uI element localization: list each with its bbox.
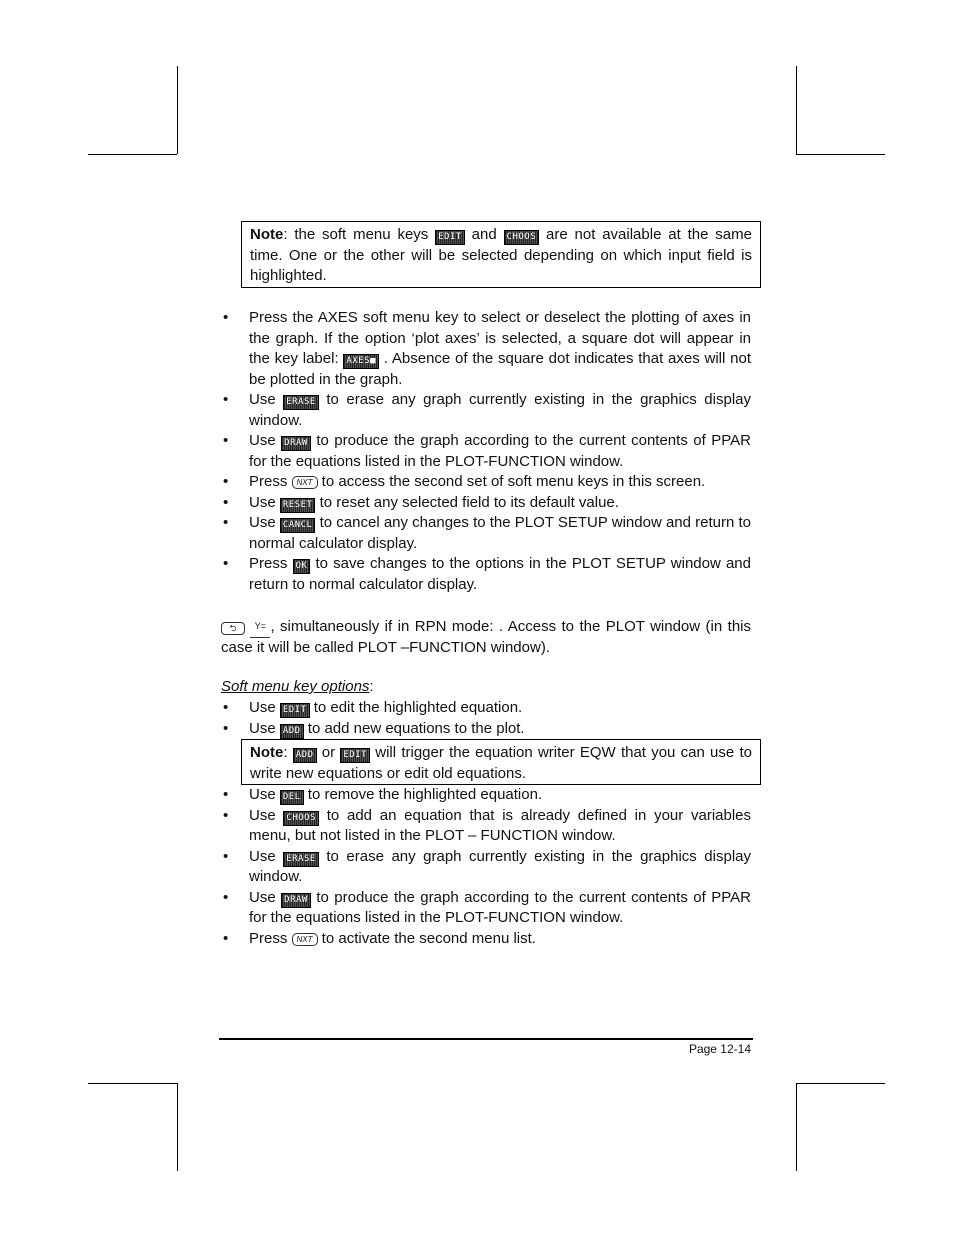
note-label: Note: [250, 744, 284, 761]
cancl-softkey-icon: CANCL: [280, 518, 316, 533]
edit-softkey-icon: EDIT: [280, 703, 310, 718]
note-box: [241, 221, 761, 288]
nxt-key-icon: NXT: [292, 476, 318, 489]
list-item: • Press NXT to access the second set of soft menu keys in this screen.: [223, 473, 706, 490]
bullet-list: [221, 785, 751, 949]
crop-mark: [796, 66, 797, 154]
crop-mark: [177, 1083, 178, 1171]
y-equals-key-icon: Y=: [250, 616, 270, 638]
list-item: • Press the AXES soft menu key to select or deselect the plotting of axes in the graph. If the option ‘plot axes’ is selected, a square dot will appear in the key label: AXES■ . Absence of the square dot indicates that axes will not be plotted in the graph.: [223, 309, 751, 388]
choos-softkey-icon: CHOOS: [504, 230, 540, 245]
erase-softkey-icon: ERASE: [283, 395, 319, 410]
draw-softkey-icon: DRAW: [281, 436, 311, 451]
crop-mark: [796, 1083, 797, 1171]
list-item: • Press NXT to activate the second menu list.: [223, 929, 536, 947]
list-item: • Use DRAW to produce the graph according to the current contents of PPAR for the equations listed in the PLOT-FUNCTION window.: [223, 432, 752, 470]
note-text: :: [283, 744, 293, 761]
crop-mark: [88, 154, 177, 155]
note-text: will trigger the equation writer EQW that you can use to write new equations or edit old equations.: [250, 744, 752, 782]
note-box: [241, 739, 761, 785]
list-item: • Use CHOOS to add an equation that is already defined in your variables menu, but not listed in the PLOT – FUNCTION window.: [223, 806, 752, 844]
draw-softkey-icon: DRAW: [281, 893, 311, 908]
edit-softkey-icon: EDIT: [435, 230, 465, 245]
ok-softkey-icon: OK: [293, 559, 311, 574]
crop-mark: [177, 66, 178, 154]
note-text: : the soft menu keys: [283, 226, 436, 243]
bullet-list: [221, 698, 751, 739]
note-label: Note: [250, 226, 284, 243]
bullet-list: [221, 308, 751, 595]
crop-mark: [88, 1083, 177, 1084]
list-item: • Use CANCL to cancel any changes to the PLOT SETUP window and return to normal calculator display.: [223, 514, 752, 552]
reset-softkey-icon: RESET: [280, 498, 316, 513]
keystroke-paragraph: [221, 616, 751, 658]
list-item: • Use ADD to add new equations to the plot.: [223, 719, 525, 737]
left-shift-key-icon: ⮌: [221, 622, 245, 635]
del-softkey-icon: DEL: [280, 790, 304, 805]
axes-softkey-icon: AXES■: [343, 354, 379, 369]
note-text: and: [464, 226, 504, 243]
list-item: • Use DEL to remove the highlighted equation.: [223, 786, 543, 803]
crop-mark: [796, 1083, 885, 1084]
erase-softkey-icon: ERASE: [283, 852, 319, 867]
note-text: or: [316, 744, 341, 761]
nxt-key-icon: NXT: [292, 933, 318, 946]
list-item: • Use ERASE to erase any graph currently existing in the graphics display window.: [223, 847, 751, 885]
crop-mark: [796, 154, 885, 155]
page-number: Page 12-14: [688, 1042, 751, 1056]
note-text: are not available at the same time. One or the other will be selected depending on which input field is highlighted.: [250, 226, 752, 284]
paragraph-text: , simultaneously if in RPN mode: . Access to the PLOT window (in this case it will be called PLOT –FUNCTION window).: [221, 618, 751, 656]
add-softkey-icon: ADD: [293, 748, 317, 763]
add-softkey-icon: ADD: [280, 724, 304, 739]
choos-softkey-icon: CHOOS: [283, 811, 319, 826]
list-item: • Use DRAW to produce the graph according to the current contents of PPAR for the equations listed in the PLOT-FUNCTION window.: [223, 888, 752, 926]
section-heading: Soft menu key options:: [221, 678, 374, 695]
footer-rule: [219, 1038, 753, 1040]
list-item: • Use RESET to reset any selected field to its default value.: [223, 493, 619, 511]
list-item: • Press OK to save changes to the options in the PLOT SETUP window and return to normal calculator display.: [223, 555, 751, 593]
edit-softkey-icon: EDIT: [340, 748, 370, 763]
list-item: • Use ERASE to erase any graph currently existing in the graphics display window.: [223, 391, 751, 429]
list-item: • Use EDIT to edit the highlighted equation.: [223, 699, 523, 716]
